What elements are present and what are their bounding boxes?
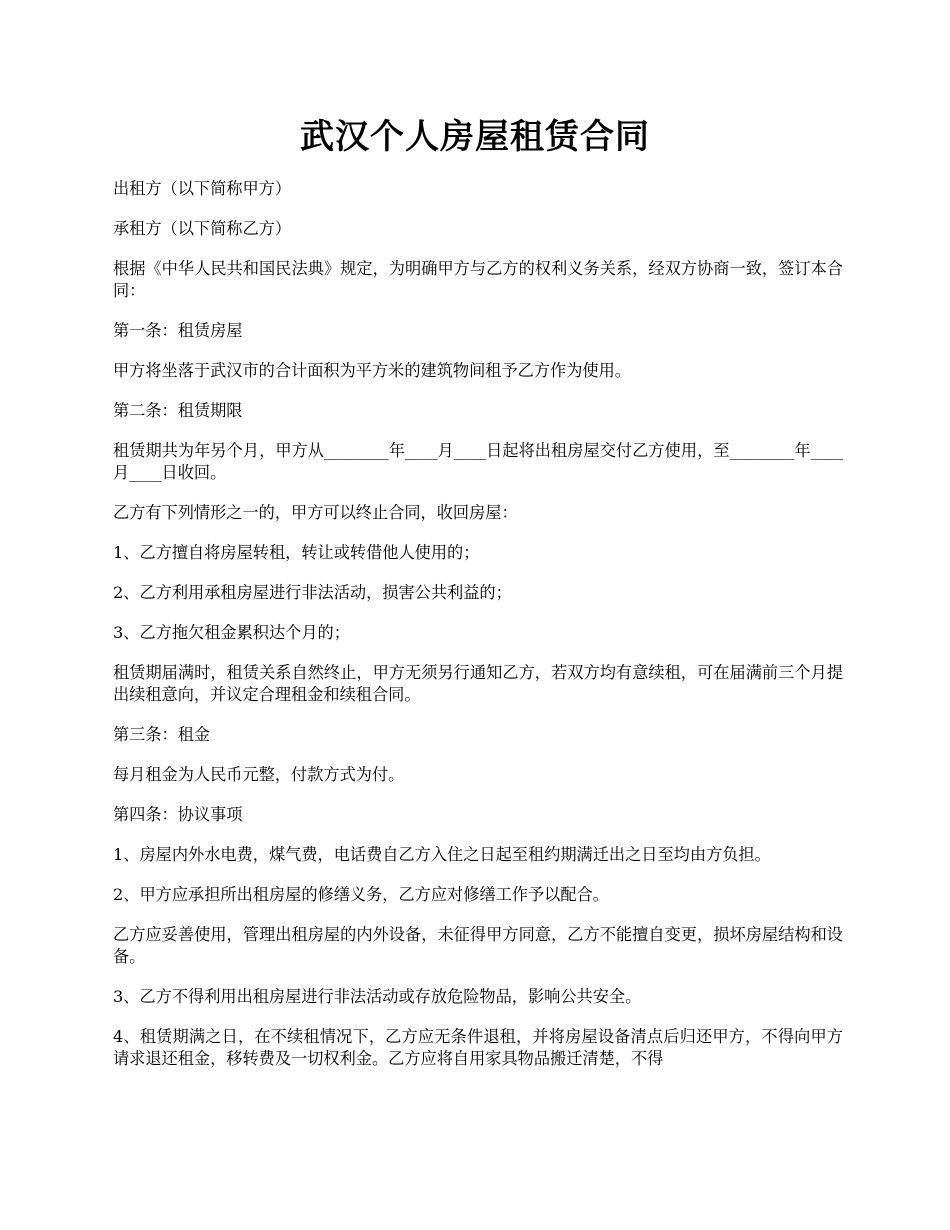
agreement-item-3: 3、乙方不得利用出租房屋进行非法活动或存放危险物品，影响公共安全。: [113, 987, 642, 1006]
renewal-paragraph: 租赁期届满时，租赁关系自然终止，甲方无须另行通知乙方，若双方均有意续租，可在届满前三个月提出续租意向，并议定合理租金和续租合同。: [113, 663, 843, 704]
termination-item-1: 1、乙方擅自将房屋转租，转让或转借他人使用的；: [113, 543, 480, 562]
termination-intro: 乙方有下列情形之一的，甲方可以终止合同，收回房屋：: [113, 503, 518, 522]
termination-item-2: 2、乙方利用承租房屋进行非法活动，损害公共利益的；: [113, 583, 512, 602]
preamble-paragraph: 根据《中华人民共和国民法典》规定，为明确甲方与乙方的权利义务关系，经双方协商一致，签订本合同：: [113, 259, 843, 300]
rent-paragraph: 每月租金为人民币元整，付款方式为付。: [113, 765, 405, 784]
article-4-heading: 第四条：协议事项: [113, 805, 243, 824]
termination-item-3: 3、乙方拖欠租金累积达个月的；: [113, 623, 350, 642]
article-1-heading: 第一条：租赁房屋: [113, 321, 243, 340]
lease-term-paragraph: 租赁期共为年另个月，甲方从________年____月____日起将出租房屋交付乙方使用，至________年____月____日收回。: [113, 441, 843, 482]
document-title: 武汉个人房屋租赁合同: [300, 117, 650, 157]
article-3-heading: 第三条：租金: [113, 725, 211, 744]
agreement-item-2: 2、甲方应承担所出租房屋的修缮义务，乙方应对修缮工作予以配合。: [113, 885, 609, 904]
equipment-paragraph: 乙方应妥善使用，管理出租房屋的内外设备，未征得甲方同意，乙方不能擅自变更，损坏房屋结构和设备。: [113, 925, 843, 966]
party-lessor-line: 出租方（以下简称甲方）: [113, 179, 292, 198]
article-1-text: 甲方将坐落于武汉市的合计面积为平方米的建筑物间租予乙方作为使用。: [113, 361, 631, 380]
contract-body: [113, 178, 843, 1088]
article-2-heading: 第二条：租赁期限: [113, 401, 243, 420]
agreement-item-1: 1、房屋内外水电费，煤气费，电话费自乙方入住之日起至租约期满迁出之日至均由方负担。: [113, 845, 771, 864]
agreement-item-4: 4、租赁期满之日，在不续租情况下，乙方应无条件退租，并将房屋设备清点后归还甲方，不得向甲方请求退还租金，移转费及一切权利金。乙方应将自用家具物品搬迁清楚，不得: [113, 1027, 843, 1068]
party-lessee-line: 承租方（以下简称乙方）: [113, 219, 292, 238]
